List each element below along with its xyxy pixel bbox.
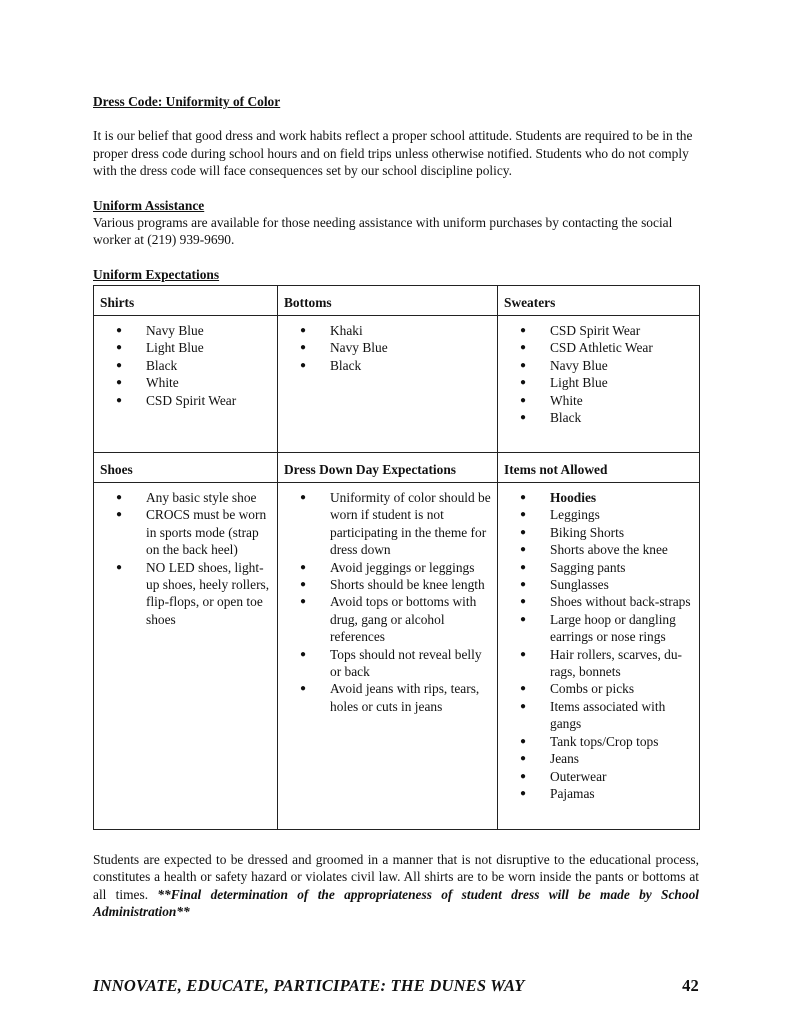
shoes-item: ● NO LED shoes, light-up shoes, heely rollers, flip-flops, or open toe shoes: [116, 559, 271, 629]
bottoms-cell: [278, 316, 498, 453]
footer-motto: INNOVATE, EDUCATE, PARTICIPATE: THE DUNES WAY: [93, 976, 525, 995]
not-allowed-item: ● Shorts above the knee: [520, 541, 693, 558]
shoes-item: ● Any basic style shoe: [116, 489, 271, 506]
shirts-item: ● Navy Blue: [116, 322, 271, 339]
not-allowed-item: ● Jeans: [520, 750, 693, 767]
closing-emphasis: **Final determination of the appropriateness of student dress will be made by School Administration**: [93, 886, 699, 920]
not-allowed-item: ● Pajamas: [520, 785, 693, 802]
closing-paragraph: [93, 851, 699, 921]
uniform-expectations-heading: Uniform Expectations: [93, 266, 220, 282]
dress-down-header: Dress Down Day Expectations: [278, 453, 498, 483]
dress-down-item: ● Avoid jeggings or leggings: [300, 559, 491, 576]
dress-down-cell: [278, 483, 498, 830]
not-allowed-item: ● Combs or picks: [520, 680, 693, 697]
dress-down-item: ● Shorts should be knee length: [300, 576, 491, 593]
shoes-cell: [94, 483, 278, 830]
dress-code-section: [93, 93, 699, 283]
not-allowed-item: ● Sunglasses: [520, 576, 693, 593]
not-allowed-item: ● Leggings: [520, 506, 693, 523]
not-allowed-item: ● Hair rollers, scarves, du-rags, bonnets: [520, 646, 693, 681]
dress-down-item: ● Uniformity of color should be worn if student is not participating in the theme for dress down: [300, 489, 491, 559]
page-footer: [93, 977, 699, 994]
sweaters-item: ● CSD Athletic Wear: [520, 339, 693, 356]
sweaters-item: ● White: [520, 392, 693, 409]
bottoms-header: Bottoms: [278, 286, 498, 316]
shirts-item: ● Light Blue: [116, 339, 271, 356]
not-allowed-item: ● Biking Shorts: [520, 524, 693, 541]
uniform-expectations-table: [93, 285, 700, 830]
sweaters-item: ● Light Blue: [520, 374, 693, 391]
not-allowed-item: ● Shoes without back-straps: [520, 593, 693, 610]
uniform-expectations-section: [93, 266, 699, 283]
uniform-assistance-heading: Uniform Assistance: [93, 197, 205, 213]
page-number: 42: [682, 976, 699, 995]
dress-code-heading: Dress Code: Uniformity of Color: [93, 94, 281, 109]
sweaters-item: ● CSD Spirit Wear: [520, 322, 693, 339]
dress-down-item: ● Tops should not reveal belly or back: [300, 646, 491, 681]
table-header-row: [94, 453, 700, 483]
closing-text: Students are expected to be dressed and groomed in a manner that is not disruptive to the educational process, constitutes a health or safety hazard or violates civil law. All shirts are to be worn inside the pants or bottoms at all times.: [93, 852, 699, 902]
dress-code-intro: It is our belief that good dress and work habits reflect a proper school attitude. Students are required to be in the proper dress code during school hours and on field trips unless otherwise notified. Students who do not comply with the dress code will face consequences set by our school discipline policy.: [93, 128, 693, 179]
bottoms-item: ● Black: [300, 357, 491, 374]
bottoms-item: ● Navy Blue: [300, 339, 491, 356]
bottoms-item: ● Khaki: [300, 322, 491, 339]
not-allowed-item: ● Sagging pants: [520, 559, 693, 576]
sweaters-cell: [498, 316, 700, 453]
shirts-item: ● Black: [116, 357, 271, 374]
sweaters-item: ● Navy Blue: [520, 357, 693, 374]
shirts-cell: [94, 316, 278, 453]
sweaters-header: Sweaters: [498, 286, 700, 316]
shoes-item: ● CROCS must be worn in sports mode (strap on the back heel): [116, 506, 271, 558]
not-allowed-item: ● Large hoop or dangling earrings or nose rings: [520, 611, 693, 646]
shirts-item: ● CSD Spirit Wear: [116, 392, 271, 409]
table-header-row: [94, 286, 700, 316]
table-row: [94, 483, 700, 830]
not-allowed-item: ● Tank tops/Crop tops: [520, 733, 693, 750]
not-allowed-item: ● Outerwear: [520, 768, 693, 785]
not-allowed-header: Items not Allowed: [498, 453, 700, 483]
dress-down-item: ● Avoid jeans with rips, tears, holes or cuts in jeans: [300, 680, 491, 715]
shirts-item: ● White: [116, 374, 271, 391]
shoes-header: Shoes: [94, 453, 278, 483]
uniform-assistance-text: Various programs are available for those needing assistance with uniform purchases by contacting the social worker at (219) 939-9690.: [93, 215, 673, 248]
not-allowed-item: ● Hoodies: [520, 489, 693, 506]
not-allowed-cell: [498, 483, 700, 830]
table-row: [94, 316, 700, 453]
not-allowed-item: ● Items associated with gangs: [520, 698, 693, 733]
uniform-assistance-section: [93, 197, 699, 249]
sweaters-item: ● Black: [520, 409, 693, 426]
shirts-header: Shirts: [94, 286, 278, 316]
dress-down-item: ● Avoid tops or bottoms with drug, gang or alcohol references: [300, 593, 491, 645]
